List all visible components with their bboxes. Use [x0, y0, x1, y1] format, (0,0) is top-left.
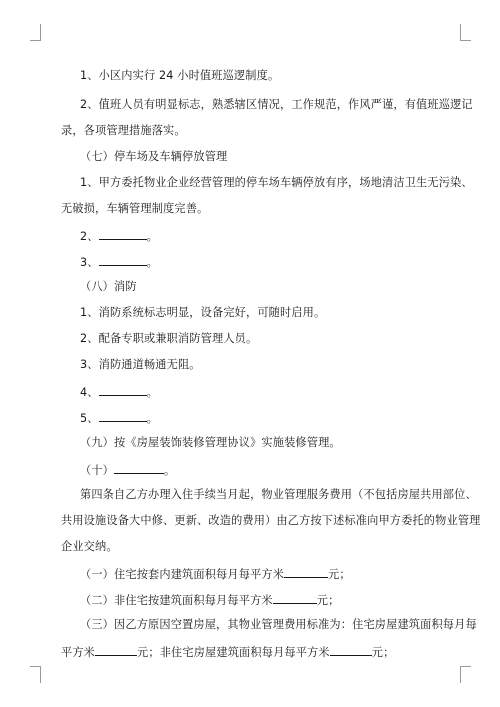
section-heading: （九）按《房屋装饰装修管理协议》实施装修管理。 — [80, 436, 341, 449]
corner-mark-top-left — [30, 24, 41, 41]
paragraph-line: 共用设施设备大中修、更新、改造的费用）由乙方按下述标准向甲方委托的物业管理 — [61, 514, 481, 527]
fill-in-line: 5、 。 — [80, 412, 158, 425]
blank-line — [273, 592, 317, 604]
paragraph-line: 3、消防通道畅通无阻。 — [80, 358, 201, 371]
paragraph-line: 1、小区内实行 24 小时值班巡逻制度。 — [80, 69, 280, 82]
fill-in-line: 4、 。 — [80, 386, 158, 399]
blank-line — [99, 254, 147, 266]
blank-line — [99, 384, 147, 396]
corner-mark-bottom-left — [30, 666, 41, 683]
paragraph-line: 企业交纳。 — [61, 540, 118, 553]
blank-line — [95, 644, 137, 656]
fill-in-line: 平方米 元；非住宅房屋建筑面积每月每平方米 元； — [61, 646, 395, 659]
fill-in-line: （一）住宅按套内建筑面积每月每平方米 元； — [80, 568, 351, 581]
paragraph-line: 1、消防系统标志明显，设备完好，可随时启用。 — [80, 306, 326, 319]
blank-line — [99, 410, 147, 422]
blank-line — [330, 644, 372, 656]
paragraph-line: 1、甲方委托物业企业经营管理的停车场车辆停放有序，场地清洁卫生无污染、 — [80, 176, 473, 189]
blank-line — [114, 462, 164, 474]
paragraph-line: 第四条自乙方办理入住手续当月起，物业管理服务费用（不包括房屋共用部位、 — [80, 488, 477, 501]
corner-mark-top-right — [460, 24, 471, 41]
paragraph-line: 录，各项管理措施落实。 — [61, 124, 186, 137]
fill-in-line: （二）非住宅按建筑面积每月每平方米 元； — [80, 594, 340, 607]
paragraph-line: 2、配备专职或兼职消防管理人员。 — [80, 332, 258, 345]
corner-mark-bottom-right — [460, 666, 471, 683]
paragraph-line: 2、值班人员有明显标志，熟悉辖区情况，工作规范，作风严谨，有值班巡逻记 — [80, 98, 473, 111]
paragraph-line: （三）因乙方原因空置房屋，其物业管理费用标准为：住宅房屋建筑面积每月每 — [80, 618, 477, 631]
fill-in-line: 2、 。 — [80, 230, 158, 243]
fill-in-line: （十） 。 — [80, 464, 176, 477]
paragraph-line: 无破损，车辆管理制度完善。 — [61, 202, 209, 215]
blank-line — [99, 228, 147, 240]
blank-line — [284, 566, 328, 578]
section-heading: （七）停车场及车辆停放管理 — [80, 150, 228, 163]
section-heading: （八）消防 — [80, 280, 137, 293]
fill-in-line: 3、 。 — [80, 256, 158, 269]
